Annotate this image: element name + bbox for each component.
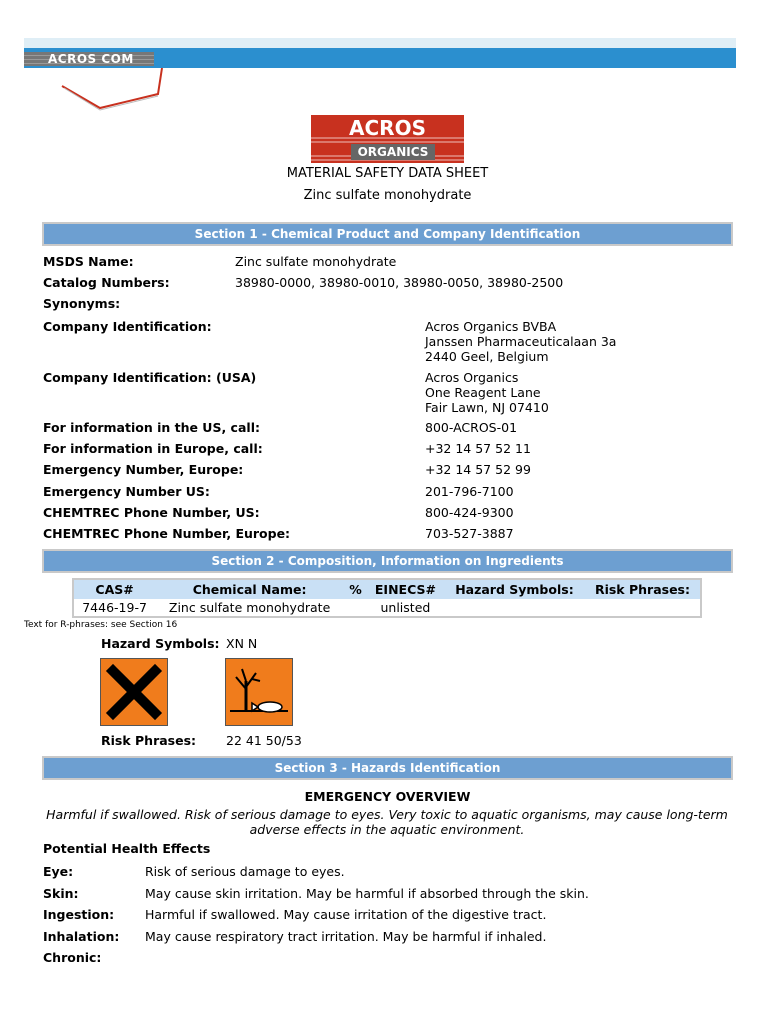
section-1-header: Section 1 - Chemical Product and Company Identification xyxy=(42,222,733,246)
column-header: Hazard Symbols: xyxy=(444,579,585,599)
hazard-symbols-value: XN N xyxy=(226,636,258,651)
msds-name-label: MSDS Name: xyxy=(43,254,134,269)
column-header: EINECS# xyxy=(367,579,444,599)
r-phrases-note: Text for R-phrases: see Section 16 xyxy=(24,620,178,630)
chronic-label: Chronic: xyxy=(43,950,102,965)
phone-label: CHEMTREC Phone Number, US: xyxy=(43,505,260,520)
acros-organics-logo xyxy=(311,115,464,163)
catalog-numbers-value: 38980-0000, 38980-0010, 38980-0050, 38980-2500 xyxy=(235,275,564,290)
company-usa-address-line: Fair Lawn, NJ 07410 xyxy=(425,400,549,415)
company-address-line: Janssen Pharmaceuticalaan 3a xyxy=(425,334,617,349)
product-name: Zinc sulfate monohydrate xyxy=(303,188,472,203)
phone-label: CHEMTREC Phone Number, Europe: xyxy=(43,526,291,541)
company-address-line: Acros Organics BVBA xyxy=(425,319,557,334)
logo-acros-text: ACROS xyxy=(349,116,426,140)
emergency-overview-text: Harmful if swallowed. Risk of serious damage to eyes. Very toxic to aquatic organisms, may cause long-term adverse effects in the aquatic environment. xyxy=(46,807,728,837)
ingestion-value: Harmful if swallowed. May cause irritation of the digestive tract. xyxy=(145,907,547,922)
phone-label: For information in the US, call: xyxy=(43,420,260,435)
environment-hazard-icon xyxy=(225,658,293,726)
table-row xyxy=(73,599,701,617)
table-header-row xyxy=(73,579,701,599)
table-cell: 7446-19-7 xyxy=(82,600,147,615)
eye-label: Eye: xyxy=(43,864,74,879)
company-usa-address-line: One Reagent Lane xyxy=(425,385,541,400)
section-3-header: Section 3 - Hazards Identification xyxy=(42,756,733,780)
table-cell xyxy=(585,599,701,617)
msds-name-value: Zinc sulfate monohydrate xyxy=(235,254,397,269)
company-address-line: 2440 Geel, Belgium xyxy=(425,349,549,364)
table-cell xyxy=(444,599,585,617)
hazard-symbols-label: Hazard Symbols: xyxy=(101,636,220,651)
acros-com-logo-text: ACROS COM xyxy=(48,52,134,66)
phone-label: Emergency Number US: xyxy=(43,484,210,499)
table-cell: unlisted xyxy=(380,600,431,615)
inhalation-value: May cause respiratory tract irritation. May be harmful if inhaled. xyxy=(145,929,547,944)
synonyms-label: Synonyms: xyxy=(43,296,121,311)
logo-organics-text: ORGANICS xyxy=(351,144,435,160)
catalog-numbers-label: Catalog Numbers: xyxy=(43,275,170,290)
ingestion-label: Ingestion: xyxy=(43,907,115,922)
phone-value: +32 14 57 52 11 xyxy=(425,441,531,456)
composition-table xyxy=(72,578,702,618)
column-header: CAS# xyxy=(73,579,155,599)
company-usa-address-line: Acros Organics xyxy=(425,370,519,385)
document-title: MATERIAL SAFETY DATA SHEET xyxy=(286,166,489,181)
harmful-x-icon xyxy=(100,658,168,726)
table-cell xyxy=(344,599,367,617)
column-header: Chemical Name: xyxy=(155,579,344,599)
inhalation-label: Inhalation: xyxy=(43,929,120,944)
phone-label: Emergency Number, Europe: xyxy=(43,462,244,477)
emergency-overview-title: EMERGENCY OVERVIEW xyxy=(304,789,471,804)
column-header: Risk Phrases: xyxy=(585,579,701,599)
phone-label: For information in Europe, call: xyxy=(43,441,263,456)
phone-value: 201-796-7100 xyxy=(425,484,514,499)
risk-phrases-value: 22 41 50/53 xyxy=(226,733,302,748)
eye-value: Risk of serious damage to eyes. xyxy=(145,864,345,879)
table-cell: Zinc sulfate monohydrate xyxy=(168,600,331,615)
company-id-usa-label: Company Identification: (USA) xyxy=(43,370,257,385)
logo-swoosh-icon xyxy=(60,64,170,114)
column-header: % xyxy=(344,579,367,599)
skin-value: May cause skin irritation. May be harmful if absorbed through the skin. xyxy=(145,886,589,901)
skin-label: Skin: xyxy=(43,886,79,901)
phone-value: 703-527-3887 xyxy=(425,526,514,541)
phone-value: 800-ACROS-01 xyxy=(425,420,518,435)
section-2-header: Section 2 - Composition, Information on Ingredients xyxy=(42,549,733,573)
phone-value: +32 14 57 52 99 xyxy=(425,462,531,477)
phone-value: 800-424-9300 xyxy=(425,505,514,520)
company-id-label: Company Identification: xyxy=(43,319,212,334)
health-effects-title: Potential Health Effects xyxy=(43,841,211,856)
risk-phrases-label: Risk Phrases: xyxy=(101,733,197,748)
